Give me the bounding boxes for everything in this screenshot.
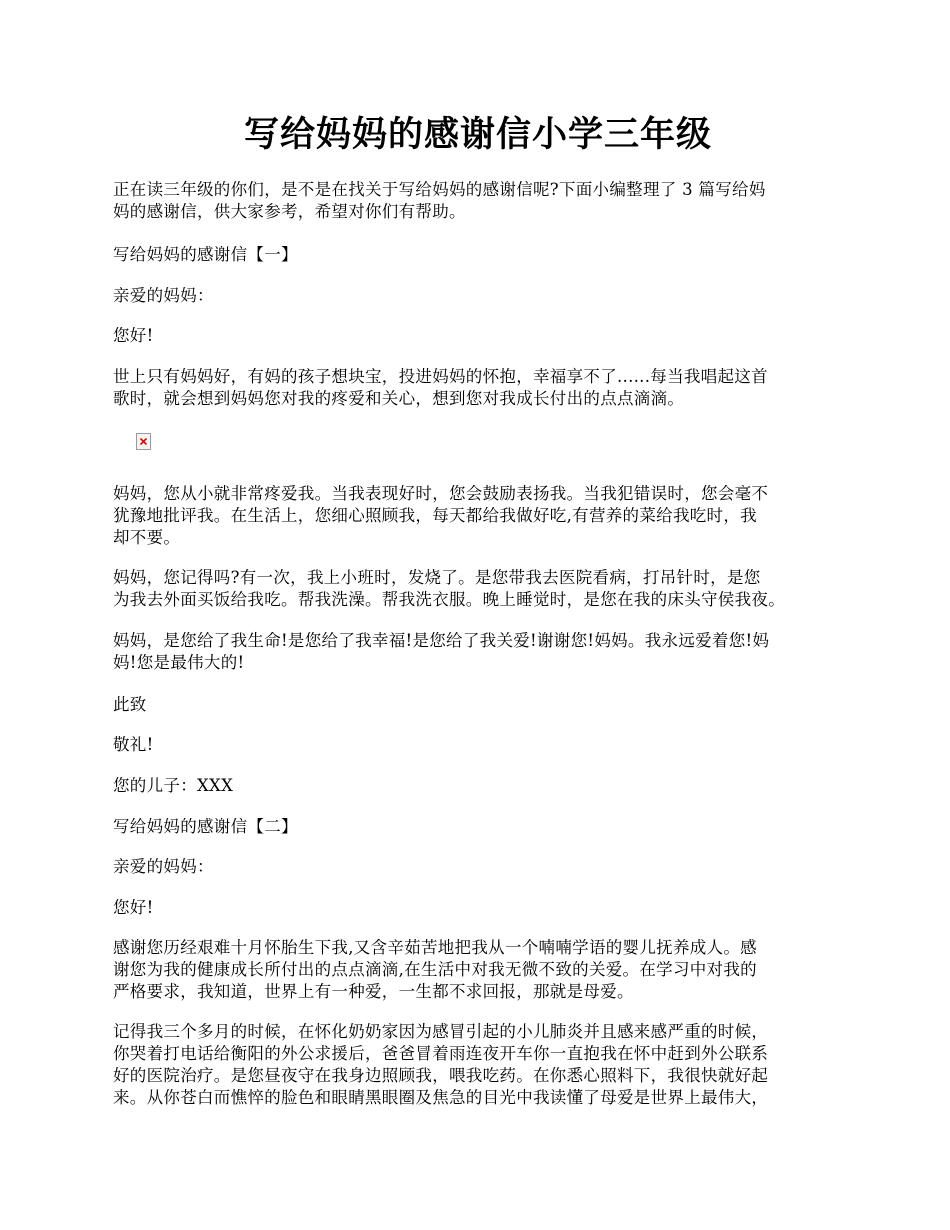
body-paragraph: 妈妈，您记得吗?有一次，我上小班时，发烧了。是您带我去医院看病，打吊针时，是您 为我去外面买饭给我吃。帮我洗澡。帮我洗衣服。晚上睡觉时，是您在我的床头守侯我夜。 (113, 568, 785, 609)
signature: 您的儿子：XXX (113, 776, 234, 795)
salutation: 亲爱的妈妈： (113, 286, 214, 305)
body-paragraph: 世上只有妈妈好，有妈的孩子想块宝，投进妈妈的怀抱，幸福享不了......每当我唱起这首 歌时，就会想到妈妈您对我的疼爱和关心，想到您对我成长付出的点点滴滴。 (113, 367, 768, 408)
letter-two-heading: 写给妈妈的感谢信【二】 (113, 817, 298, 836)
closing-line: 敬礼! (113, 735, 154, 754)
document-title: 写给妈妈的感谢信小学三年级 (243, 114, 712, 155)
salutation: 亲爱的妈妈： (113, 857, 214, 876)
greeting: 您好! (113, 326, 154, 345)
letter-one-heading: 写给妈妈的感谢信【一】 (113, 245, 298, 264)
greeting: 您好! (113, 898, 154, 917)
body-paragraph: 妈妈，是您给了我生命!是您给了我幸福!是您给了我关爱!谢谢您!妈妈。我永远爱着您!妈 妈!您是最伟大的! (113, 631, 770, 672)
closing-line: 此致 (113, 695, 147, 714)
intro-paragraph: 正在读三年级的你们，是不是在找关于写给妈妈的感谢信呢?下面小编整理了 3 篇写给妈 妈的感谢信，供大家参考，希望对你们有帮助。 (113, 180, 766, 221)
broken-image-icon (136, 433, 151, 450)
body-paragraph: 妈妈，您从小就非常疼爱我。当我表现好时，您会鼓励表扬我。当我犯错误时，您会毫不 犹豫地批评我。在生活上，您细心照顾我，每天都给我做好吃,有营养的菜给我吃时，我 却不要。 (113, 484, 769, 547)
body-paragraph: 感谢您历经艰难十月怀胎生下我,又含辛茹苦地把我从一个喃喃学语的婴儿抚养成人。感 谢您为我的健康成长所付出的点点滴滴,在生活中对我无微不致的关爱。在学习中对我的 严格要求，我知道，世界上有一种爱，一生都不求回报，那就是母爱。 (113, 938, 757, 1001)
body-paragraph: 记得我三个多月的时候，在怀化奶奶家因为感冒引起的小儿肺炎并且感来感严重的时候， 你哭着打电话给衡阳的外公求援后，爸爸冒着雨连夜开车你一直抱我在怀中赶到外公联系 好的医院治疗。是您昼夜守在我身边照顾我，喂我吃药。在你悉心照料下，我很快就好起 来。从你苍白而憔悴的脸色和眼睛黑眼圈及焦急的目光中我读懂了母爱是世界上最伟大， (113, 1022, 769, 1107)
